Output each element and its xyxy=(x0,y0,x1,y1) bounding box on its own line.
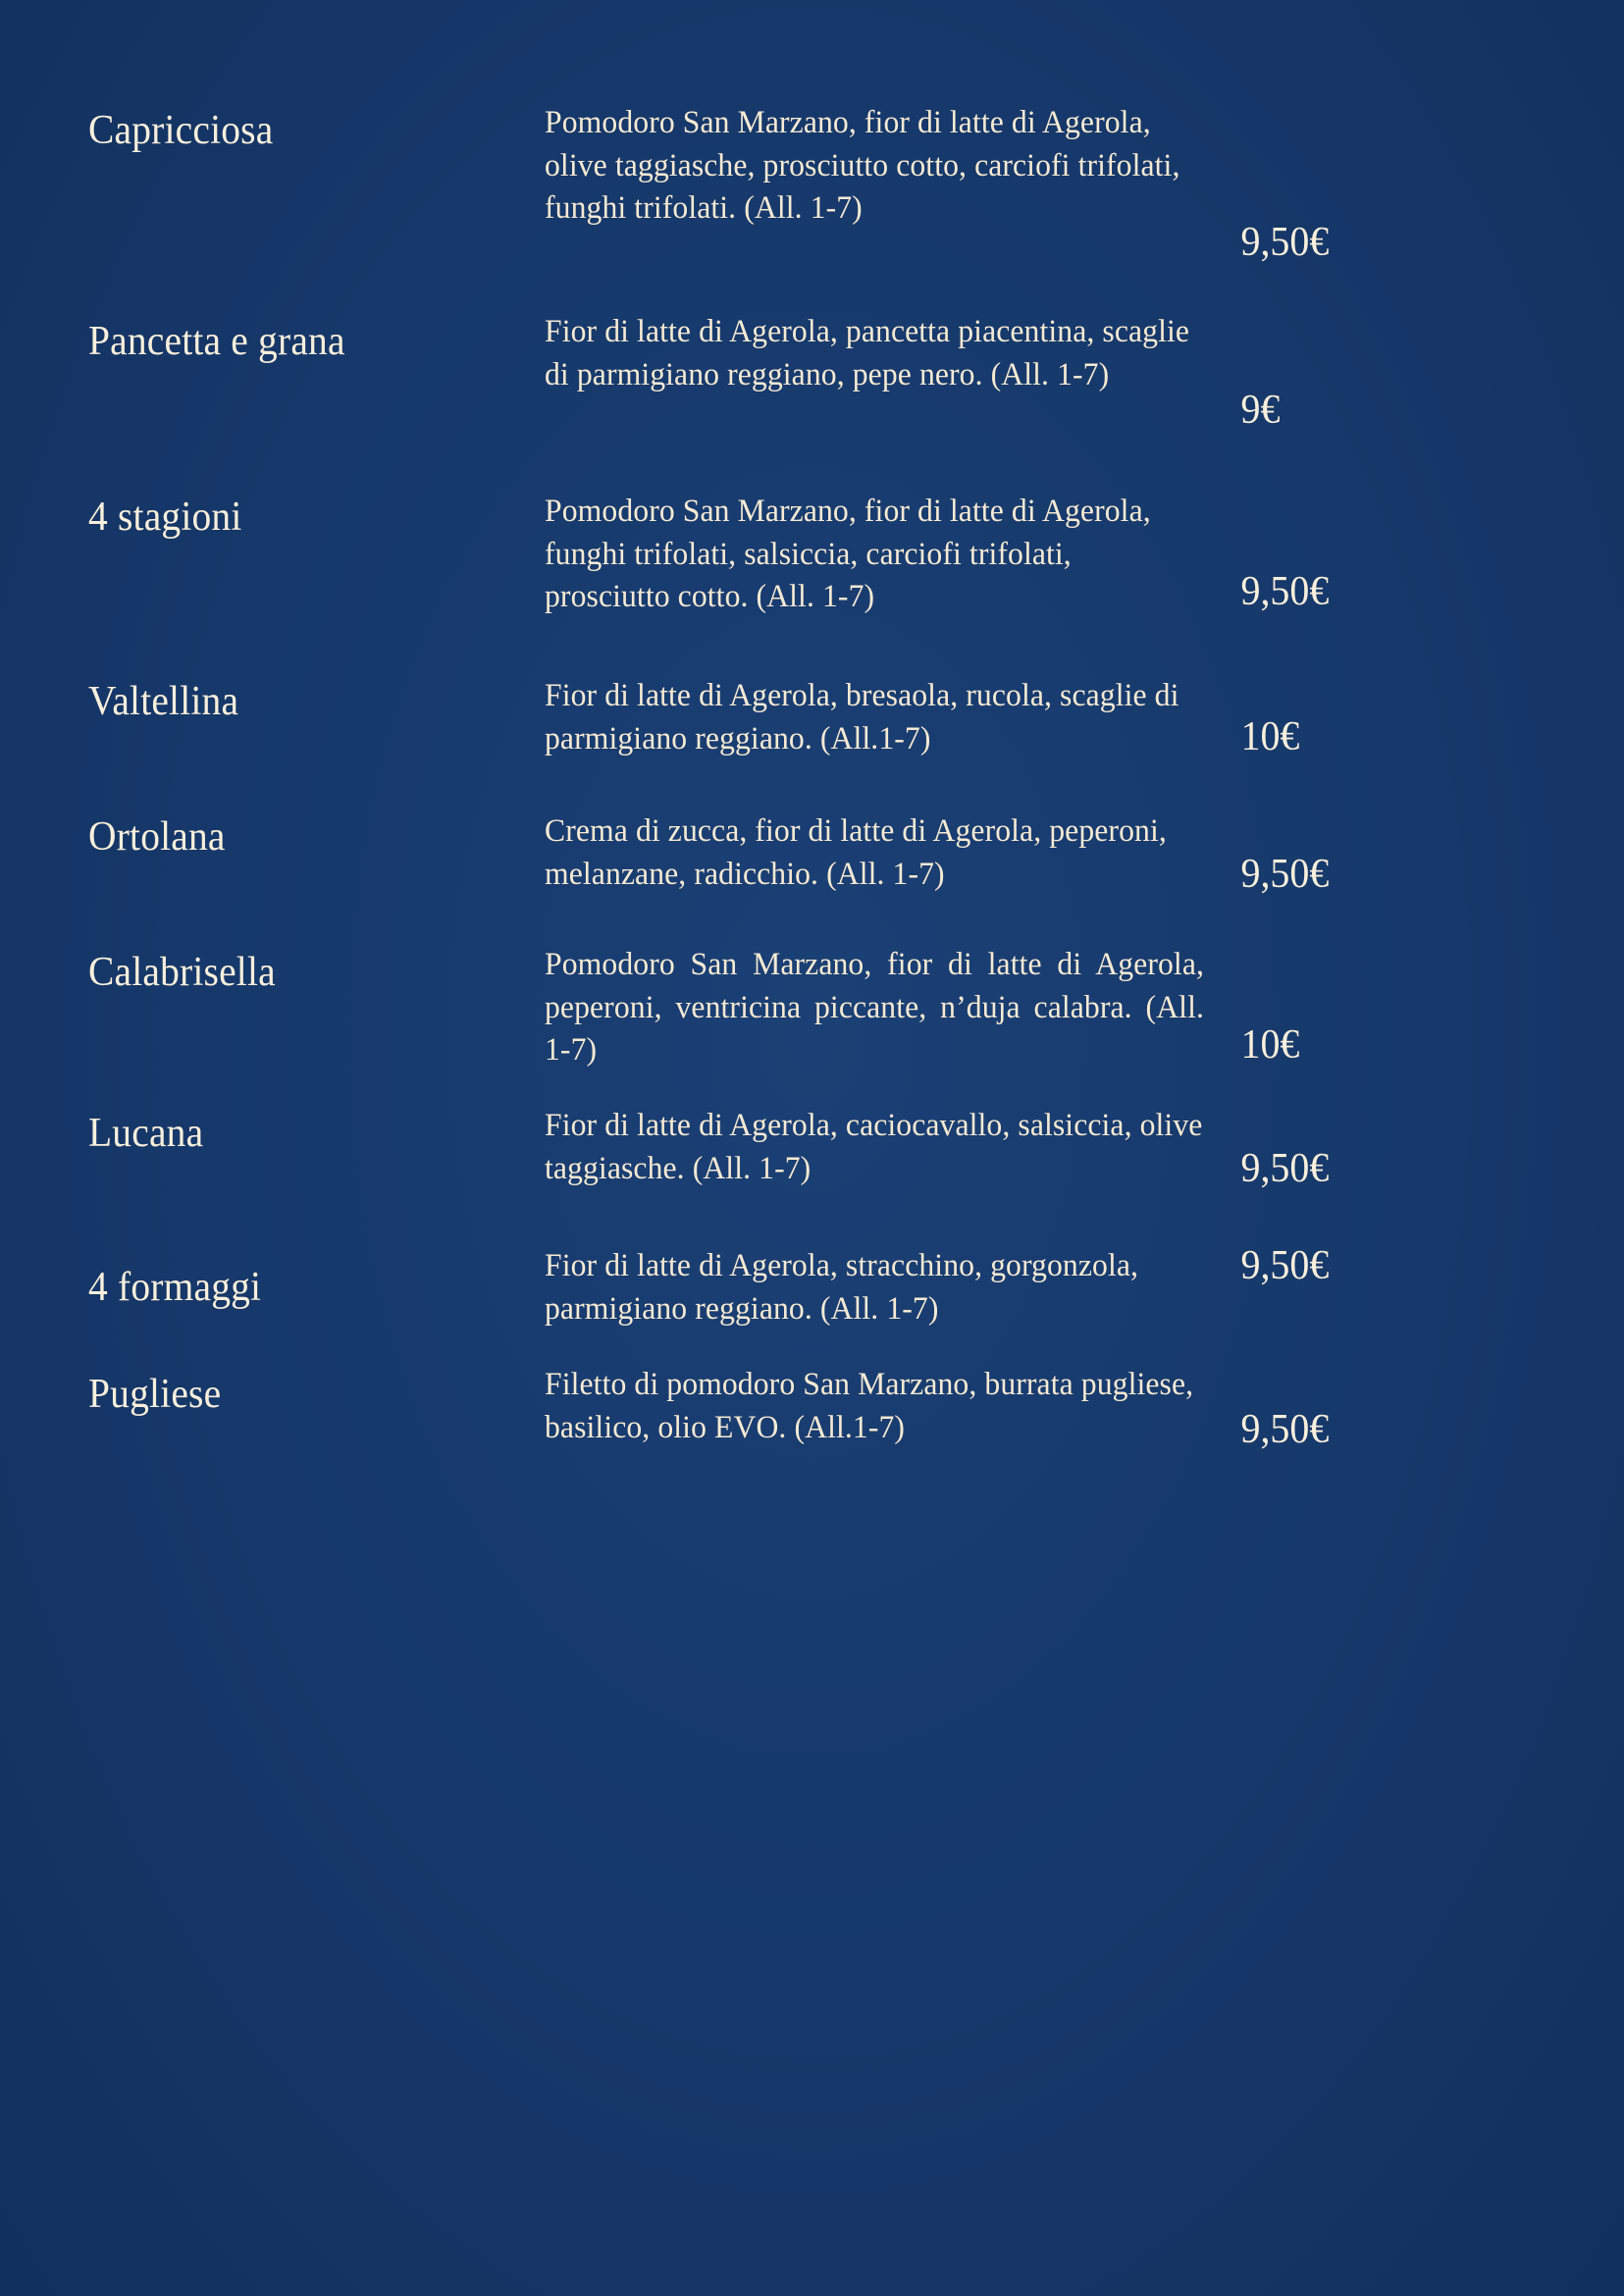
dish-name: Pugliese xyxy=(88,1372,222,1417)
dish-description: Fior di latte di Agerola, bresaola, rucola, scaglie di parmigiano reggiano. (All.1-7) xyxy=(545,678,1179,757)
dish-price: 9,50€ xyxy=(1240,569,1330,614)
dish-description: Pomodoro San Marzano, fior di latte di Agerola, olive taggiasche, prosciutto cotto, carciofi trifolati, funghi trifolati. (All. 1-7) xyxy=(545,105,1180,227)
menu-item-row xyxy=(0,675,1624,760)
dish-name: Pancetta e grana xyxy=(88,319,345,364)
dish-name: Lucana xyxy=(88,1111,204,1156)
dish-name: Calabrisella xyxy=(88,950,276,995)
menu-item-row xyxy=(0,1105,1624,1190)
menu-item-row xyxy=(0,102,1624,263)
dish-name: 4 formaggi xyxy=(88,1265,262,1310)
menu-item-row xyxy=(0,944,1624,1072)
dish-name: Capricciosa xyxy=(88,108,274,153)
dish-name: 4 stagioni xyxy=(88,495,242,540)
dish-description: Pomodoro San Marzano, fior di latte di Agerola, peperoni, ventricina piccante, n’duja calabra. (All. 1-7) xyxy=(545,947,1204,1069)
dish-description: Pomodoro San Marzano, fior di latte di Agerola, funghi trifolati, salsiccia, carciofi trifolati, prosciutto cotto. (All. 1-7) xyxy=(545,494,1151,615)
dish-price: 9,50€ xyxy=(1240,852,1330,897)
dish-price: 10€ xyxy=(1240,714,1300,759)
dish-description: Crema di zucca, fior di latte di Agerola, peperoni, melanzane, radicchio. (All. 1-7) xyxy=(545,813,1167,892)
menu-item-row xyxy=(0,1364,1624,1450)
dish-description: Filetto di pomodoro San Marzano, burrata pugliese, basilico, olio EVO. (All.1-7) xyxy=(545,1367,1194,1445)
dish-price: 9,50€ xyxy=(1240,220,1330,265)
menu-item-row xyxy=(0,311,1624,431)
dish-price: 10€ xyxy=(1240,1022,1300,1068)
dish-price: 9€ xyxy=(1240,388,1281,433)
dish-price: 9,50€ xyxy=(1240,1407,1330,1452)
dish-price: 9,50€ xyxy=(1240,1146,1330,1191)
dish-name: Ortolana xyxy=(88,814,226,860)
dish-description: Fior di latte di Agerola, caciocavallo, salsiccia, olive taggiasche. (All. 1-7) xyxy=(545,1108,1203,1186)
dish-name: Valtellina xyxy=(88,679,239,724)
dish-description: Fior di latte di Agerola, stracchino, gorgonzola, parmigiano reggiano. (All. 1-7) xyxy=(545,1248,1139,1327)
dish-price: 9,50€ xyxy=(1240,1243,1330,1288)
menu-item-row xyxy=(0,1245,1624,1331)
dish-description: Fior di latte di Agerola, pancetta piacentina, scaglie di parmigiano reggiano, pepe nero. (All. 1-7) xyxy=(545,314,1190,392)
menu-item-row xyxy=(0,810,1624,896)
menu-item-row xyxy=(0,491,1624,619)
